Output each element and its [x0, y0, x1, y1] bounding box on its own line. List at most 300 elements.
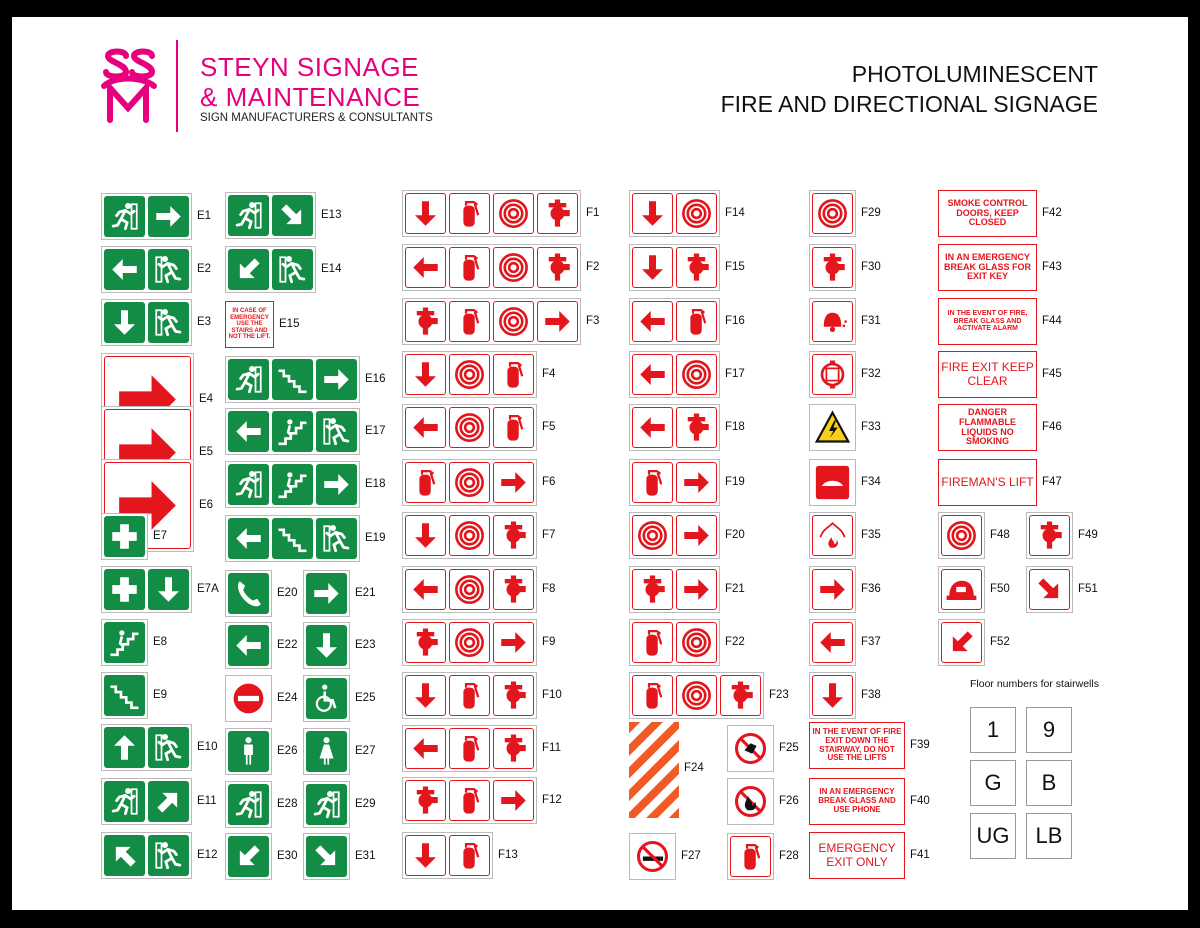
- sign-e15: [225, 301, 274, 348]
- sign-f11: [402, 725, 537, 772]
- sign-code: E19: [365, 531, 386, 544]
- arrow-down-left-icon: [228, 249, 269, 290]
- sign-f28: [727, 833, 774, 880]
- telephone-icon: [228, 573, 269, 614]
- sign-code: E9: [153, 688, 168, 701]
- hose-reel-icon: [676, 354, 717, 395]
- sign-code: E10: [197, 740, 218, 753]
- hose-reel-icon: [449, 407, 490, 448]
- sign-e23: [303, 622, 350, 669]
- sign-f30: [809, 244, 856, 291]
- sign-code: F29: [861, 206, 881, 219]
- sign-e19: [225, 515, 360, 562]
- sign-e27: [303, 728, 350, 775]
- sign-e31: [303, 833, 350, 880]
- sign-code: E28: [277, 797, 298, 810]
- running-man-left-icon: [148, 302, 189, 343]
- no-smoking-icon: [632, 836, 673, 877]
- sign-text: IN AN EMERGENCY BREAK GLASS FOR EXIT KEY: [943, 251, 1031, 282]
- arrow-down-icon: [306, 625, 347, 666]
- running-man-left-icon: [148, 727, 189, 768]
- sign-f26: [727, 778, 774, 825]
- arrow-left-icon: [405, 728, 446, 769]
- stairs-up-icon: [104, 622, 145, 663]
- arrow-down-icon: [148, 569, 189, 610]
- extinguisher-icon: [676, 301, 717, 342]
- sign-code: F51: [1078, 582, 1098, 595]
- sign-code: E29: [355, 797, 376, 810]
- sign-code: F50: [990, 582, 1010, 595]
- sign-code: E25: [355, 691, 376, 704]
- sign-code: F40: [910, 794, 930, 807]
- arrow-right-icon: [306, 573, 347, 614]
- arrow-up-icon: [104, 727, 145, 768]
- sign-e3: [101, 299, 192, 346]
- sign-f47: [938, 459, 1037, 506]
- sign-text: IN THE EVENT OF FIRE, BREAK GLASS AND ACTIVATE ALARM: [947, 309, 1028, 333]
- sign-text: FIRE EXIT KEEP CLEAR: [941, 360, 1034, 388]
- arrow-left-icon: [405, 247, 446, 288]
- sign-code: E26: [277, 744, 298, 757]
- sign-f31: [809, 298, 856, 345]
- sign-f23: [629, 672, 764, 719]
- hose-reel-icon: [449, 462, 490, 503]
- sign-f33: [809, 404, 856, 451]
- logo-divider: [176, 40, 178, 132]
- sign-f21: [629, 566, 720, 613]
- extinguisher-icon: [449, 728, 490, 769]
- floor-number-tile: B: [1026, 760, 1072, 806]
- running-man-left-icon: [316, 518, 357, 559]
- fire-alarm-call-point-icon: [812, 354, 853, 395]
- floor-number-tile: 1: [970, 707, 1016, 753]
- extinguisher-icon: [449, 675, 490, 716]
- arrow-down-icon: [104, 302, 145, 343]
- sign-code: F45: [1042, 367, 1062, 380]
- hose-reel-icon: [676, 675, 717, 716]
- sign-e26: [225, 728, 272, 775]
- hose-reel-icon: [676, 622, 717, 663]
- hose-reel-icon: [449, 515, 490, 556]
- wheelchair-icon: [306, 678, 347, 719]
- sign-code: E6: [199, 498, 214, 511]
- sign-f42: [938, 190, 1037, 237]
- sign-e11: [101, 778, 192, 825]
- arrow-down-right-icon: [306, 836, 347, 877]
- arrow-right-icon: [493, 780, 534, 821]
- arrow-left-icon: [228, 625, 269, 666]
- sign-e7: [101, 513, 148, 560]
- sign-code: E14: [321, 262, 342, 275]
- sign-e12: [101, 832, 192, 879]
- sign-e9: [101, 672, 148, 719]
- sign-text: FIREMAN'S LIFT: [941, 474, 1034, 489]
- sign-code: E7: [153, 529, 168, 542]
- sign-code: F48: [990, 528, 1010, 541]
- running-man-icon: [228, 464, 269, 505]
- sign-f52: [938, 619, 985, 666]
- sign-code: E22: [277, 638, 298, 651]
- hydrant-icon: [537, 193, 578, 234]
- sign-code: F34: [861, 475, 881, 488]
- page-title-line1: PHOTOLUMINESCENT: [851, 61, 1098, 87]
- running-man-left-icon: [316, 411, 357, 452]
- arrow-left-icon: [228, 411, 269, 452]
- man-icon: [228, 731, 269, 772]
- hydrant-icon: [405, 301, 446, 342]
- arrow-left-icon: [632, 354, 673, 395]
- brand-tagline: SIGN MANUFACTURERS & CONSULTANTS: [200, 112, 433, 124]
- sign-code: E31: [355, 849, 376, 862]
- arrow-down-icon: [632, 247, 673, 288]
- sign-e16: [225, 356, 360, 403]
- floor-number-tile: LB: [1026, 813, 1072, 859]
- sign-f37: [809, 619, 856, 666]
- hydrant-icon: [493, 569, 534, 610]
- running-man-left-icon: [272, 249, 313, 290]
- hydrant-icon: [676, 247, 717, 288]
- sign-f25: [727, 725, 774, 772]
- stairs-down-icon: [272, 518, 313, 559]
- running-man-icon: [306, 784, 347, 825]
- sign-f3: [402, 298, 581, 345]
- floor-numbers-heading: Floor numbers for stairwells: [970, 678, 1099, 690]
- arrow-right-icon: [493, 622, 534, 663]
- stairs-up-icon: [272, 411, 313, 452]
- fire-blanket-flame-icon: [812, 515, 853, 556]
- sign-code: E11: [197, 794, 217, 807]
- sign-code: F2: [586, 260, 600, 273]
- arrow-down-left-icon: [941, 622, 982, 663]
- sign-f40: [809, 778, 905, 825]
- arrow-left-icon: [405, 407, 446, 448]
- hydrant-icon: [812, 247, 853, 288]
- sign-code: F41: [910, 848, 930, 861]
- sign-f1: [402, 190, 581, 237]
- sign-f43: [938, 244, 1037, 291]
- sign-text: SMOKE CONTROL DOORS, KEEP CLOSED: [947, 197, 1028, 228]
- sign-f48: [938, 512, 985, 559]
- sign-f8: [402, 566, 537, 613]
- no-extinguishing-with-water-icon: [730, 728, 771, 769]
- extinguisher-icon: [405, 462, 446, 503]
- sign-e2: [101, 246, 192, 293]
- sign-code: F18: [725, 420, 745, 433]
- running-man-left-icon: [148, 249, 189, 290]
- sign-e24: [225, 675, 272, 722]
- extinguisher-icon: [449, 193, 490, 234]
- arrow-right-icon: [676, 515, 717, 556]
- sign-code: F26: [779, 794, 799, 807]
- sign-e25: [303, 675, 350, 722]
- fire-blanket-icon: [812, 462, 853, 503]
- sign-e22: [225, 622, 272, 669]
- arrow-down-right-icon: [272, 195, 313, 236]
- extinguisher-icon: [632, 462, 673, 503]
- sign-code: E17: [365, 424, 386, 437]
- sign-f39: [809, 722, 905, 769]
- sign-f16: [629, 298, 720, 345]
- hose-reel-icon: [676, 193, 717, 234]
- sign-code: E2: [197, 262, 212, 275]
- sign-f2: [402, 244, 581, 291]
- sign-e29: [303, 781, 350, 828]
- sign-code: F46: [1042, 420, 1062, 433]
- running-man-icon: [104, 196, 145, 237]
- arrow-right-icon: [493, 462, 534, 503]
- sign-e30: [225, 833, 272, 880]
- floor-number-tile: G: [970, 760, 1016, 806]
- arrow-right-icon: [148, 196, 189, 237]
- extinguisher-icon: [493, 407, 534, 448]
- sign-code: F20: [725, 528, 745, 541]
- sign-code: F28: [779, 849, 799, 862]
- sign-code: E24: [277, 691, 298, 704]
- sign-code: F31: [861, 314, 881, 327]
- first-aid-cross-icon: [104, 569, 145, 610]
- sign-code: E12: [197, 848, 218, 861]
- sign-code: F13: [498, 848, 518, 861]
- hydrant-icon: [676, 407, 717, 448]
- extinguisher-icon: [449, 835, 490, 876]
- sign-f51: [1026, 566, 1073, 613]
- sign-code: F25: [779, 741, 799, 754]
- sign-code: F52: [990, 635, 1010, 648]
- ssm-logo: [100, 46, 160, 131]
- arrow-right-icon: [812, 569, 853, 610]
- sign-code: F14: [725, 206, 745, 219]
- arrow-left-icon: [405, 569, 446, 610]
- sign-code: F49: [1078, 528, 1098, 541]
- sign-code: F10: [542, 688, 562, 701]
- extinguisher-icon: [730, 836, 771, 877]
- sign-f6: [402, 459, 537, 506]
- sign-f46: [938, 404, 1037, 451]
- sign-f4: [402, 351, 537, 398]
- sign-code: F22: [725, 635, 745, 648]
- hydrant-icon: [493, 515, 534, 556]
- sign-code: F35: [861, 528, 881, 541]
- floor-number-tile: UG: [970, 813, 1016, 859]
- sign-code: F4: [542, 367, 556, 380]
- sign-e28: [225, 781, 272, 828]
- sign-code: F11: [542, 741, 561, 754]
- extinguisher-icon: [449, 247, 490, 288]
- sign-code: F6: [542, 475, 556, 488]
- sign-e17: [225, 408, 360, 455]
- stairs-up-icon: [272, 464, 313, 505]
- woman-icon: [306, 731, 347, 772]
- hose-reel-icon: [941, 515, 982, 556]
- sign-code: F8: [542, 582, 556, 595]
- no-entry-icon: [228, 678, 269, 719]
- arrow-up-left-icon: [104, 835, 145, 876]
- sign-f18: [629, 404, 720, 451]
- hose-reel-icon: [812, 193, 853, 234]
- arrow-right-icon: [537, 301, 578, 342]
- sign-f10: [402, 672, 537, 719]
- extinguisher-icon: [449, 301, 490, 342]
- sign-f49: [1026, 512, 1073, 559]
- floor-number-tile: 9: [1026, 707, 1072, 753]
- sign-code: F30: [861, 260, 881, 273]
- sign-code: F21: [725, 582, 745, 595]
- arrow-down-icon: [405, 835, 446, 876]
- sign-e7a: [101, 566, 192, 613]
- sign-code: F36: [861, 582, 881, 595]
- hydrant-icon: [493, 675, 534, 716]
- sign-code: F19: [725, 475, 745, 488]
- sign-f35: [809, 512, 856, 559]
- sign-code: F16: [725, 314, 745, 327]
- sign-code: F42: [1042, 206, 1062, 219]
- sign-f41: [809, 832, 905, 879]
- hydrant-icon: [632, 569, 673, 610]
- hydrant-icon: [493, 728, 534, 769]
- sign-code: E21: [355, 586, 376, 599]
- sign-f9: [402, 619, 537, 666]
- sign-f14: [629, 190, 720, 237]
- sign-f22: [629, 619, 720, 666]
- fire-alarm-bell-icon: [812, 301, 853, 342]
- sign-e18: [225, 461, 360, 508]
- hose-reel-icon: [449, 569, 490, 610]
- sign-f20: [629, 512, 720, 559]
- sign-f38: [809, 672, 856, 719]
- sign-text: IN THE EVENT OF FIRE EXIT DOWN THE STAIRWAY, DO NOT USE THE LIFTS: [812, 726, 902, 763]
- sign-code: F7: [542, 528, 556, 541]
- sign-e13: [225, 192, 316, 239]
- page-title-line2: FIRE AND DIRECTIONAL SIGNAGE: [720, 91, 1098, 117]
- sign-code: E18: [365, 477, 386, 490]
- extinguisher-icon: [493, 354, 534, 395]
- sign-code: F17: [725, 367, 745, 380]
- running-man-icon: [104, 781, 145, 822]
- arrow-right-icon: [676, 569, 717, 610]
- sign-f27: [629, 833, 676, 880]
- sign-text: EMERGENCY EXIT ONLY: [818, 841, 896, 869]
- sign-f7: [402, 512, 537, 559]
- sign-code: E15: [279, 317, 300, 330]
- extinguisher-icon: [632, 675, 673, 716]
- sign-f13: [402, 832, 493, 879]
- sign-code: E8: [153, 635, 168, 648]
- sign-code: E30: [277, 849, 298, 862]
- hydrant-icon: [720, 675, 761, 716]
- sign-code: F32: [861, 367, 881, 380]
- sign-f5: [402, 404, 537, 451]
- arrow-down-right-icon: [1029, 569, 1070, 610]
- sign-code: E27: [355, 744, 376, 757]
- fireman-helmet-icon: [941, 569, 982, 610]
- extinguisher-icon: [449, 780, 490, 821]
- extinguisher-icon: [632, 622, 673, 663]
- sign-e14: [225, 246, 316, 293]
- sign-code: E7A: [197, 582, 219, 595]
- sign-code: E4: [199, 392, 214, 405]
- sign-code: F43: [1042, 260, 1062, 273]
- sign-e1: [101, 193, 192, 240]
- hose-reel-icon: [493, 301, 534, 342]
- arrow-down-icon: [405, 193, 446, 234]
- stairs-down-icon: [272, 359, 313, 400]
- arrow-down-icon: [405, 515, 446, 556]
- sign-code: F33: [861, 420, 881, 433]
- sign-text: IN AN EMERGENCY BREAK GLASS AND USE PHONE: [818, 787, 896, 814]
- arrow-left-icon: [228, 518, 269, 559]
- sign-e21: [303, 570, 350, 617]
- running-man-left-icon: [148, 835, 189, 876]
- sign-code: F23: [769, 688, 789, 701]
- hydrant-icon: [405, 622, 446, 663]
- running-man-icon: [228, 195, 269, 236]
- arrow-right-icon: [676, 462, 717, 503]
- sign-f36: [809, 566, 856, 613]
- hose-reel-icon: [449, 354, 490, 395]
- sign-e20: [225, 570, 272, 617]
- sign-code: F44: [1042, 314, 1062, 327]
- sign-code: E13: [321, 208, 342, 221]
- arrow-down-icon: [405, 354, 446, 395]
- sign-code: F1: [586, 206, 600, 219]
- sign-code: E3: [197, 315, 212, 328]
- first-aid-cross-icon: [104, 516, 145, 557]
- sign-code: E23: [355, 638, 376, 651]
- sign-code: F15: [725, 260, 745, 273]
- sign-code: F38: [861, 688, 881, 701]
- hydrant-icon: [1029, 515, 1070, 556]
- sign-f17: [629, 351, 720, 398]
- arrow-left-icon: [632, 407, 673, 448]
- hose-reel-icon: [449, 622, 490, 663]
- sign-text: IN CASE OF EMERGENCY USE THE STAIRS AND NOT THE LIFT.: [228, 308, 271, 341]
- sign-code: F37: [861, 635, 881, 648]
- sign-code: F12: [542, 793, 562, 806]
- hydrant-icon: [405, 780, 446, 821]
- arrow-right-icon: [316, 359, 357, 400]
- hose-reel-icon: [493, 193, 534, 234]
- arrow-left-icon: [632, 301, 673, 342]
- arrow-down-icon: [632, 193, 673, 234]
- sign-code: F24: [684, 762, 704, 774]
- sign-code: F5: [542, 420, 556, 433]
- sign-code: F39: [910, 738, 930, 751]
- sign-f34: [809, 459, 856, 506]
- sign-e10: [101, 724, 192, 771]
- sign-f50: [938, 566, 985, 613]
- sign-code: F9: [542, 635, 556, 648]
- arrow-down-icon: [812, 675, 853, 716]
- sign-f12: [402, 777, 537, 824]
- sign-code: F3: [586, 314, 600, 327]
- no-open-flame-icon: [730, 781, 771, 822]
- hose-reel-icon: [493, 247, 534, 288]
- hydrant-icon: [537, 247, 578, 288]
- arrow-down-icon: [405, 675, 446, 716]
- arrow-left-icon: [812, 622, 853, 663]
- electrical-hazard-icon: [812, 407, 853, 448]
- sign-f44: [938, 298, 1037, 345]
- sign-code: F27: [681, 849, 701, 862]
- arrow-down-left-icon: [228, 836, 269, 877]
- sign-code: E1: [197, 209, 212, 222]
- running-man-icon: [228, 359, 269, 400]
- sign-f32: [809, 351, 856, 398]
- sign-code: E16: [365, 372, 386, 385]
- sign-f15: [629, 244, 720, 291]
- sign-e8: [101, 619, 148, 666]
- brand-name: STEYN SIGNAGE & MAINTENANCE: [200, 52, 421, 112]
